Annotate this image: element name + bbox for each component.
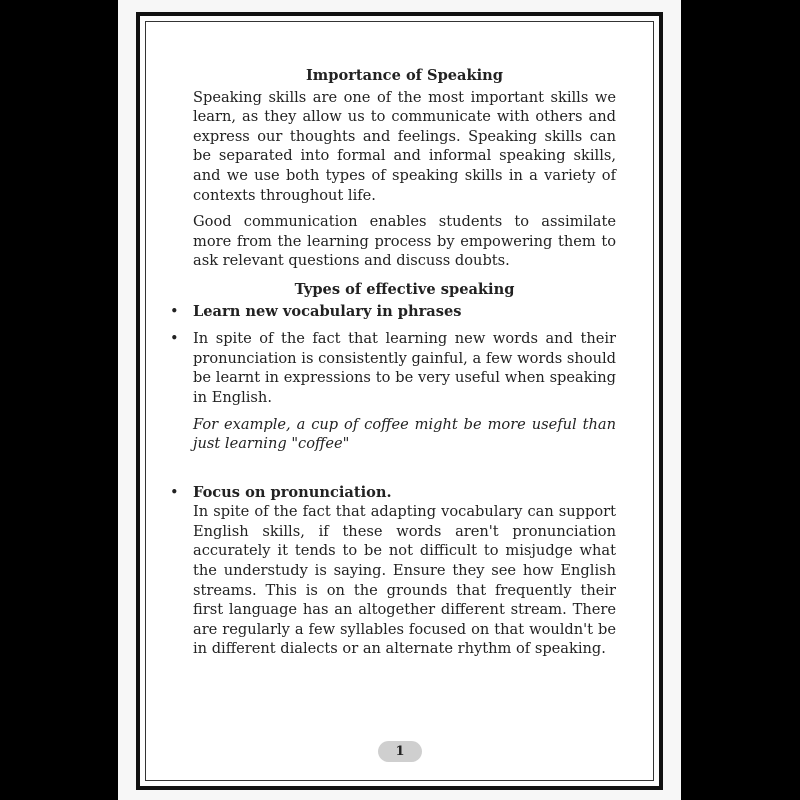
bullet-icon: • xyxy=(170,330,179,348)
bullet-title-vocabulary: Learn new vocabulary in phrases xyxy=(193,302,462,320)
heading-types-of-effective-speaking: Types of effective speaking xyxy=(294,280,515,298)
bullet-text-pronunciation: In spite of the fact that adapting vocabulary can support English skills, if these words aren't pronunciation accurately it tends to be not difficult to misjudge what the understudy is saying. Ensure they see how English streams. This is on the grounds that frequently their first language has an altogether different stream. There are regularly a few syllables focused on that wouldn't be in different dialects or an alternate rhythm of speaking. xyxy=(193,503,616,658)
bullet-icon: • xyxy=(170,483,179,501)
bullet-icon: • xyxy=(170,302,179,320)
example-text: For example, a cup of coffee might be more useful than just learning "coffee" xyxy=(193,415,616,453)
page-number-badge: 1 xyxy=(378,741,422,762)
document-content xyxy=(170,66,616,659)
bullet-item-vocabulary xyxy=(170,302,616,322)
paragraph-speaking-skills: Speaking skills are one of the most important skills we learn, as they allow us to communicate with others and express our thoughts and feelings. Speaking skills can be separated into formal and informal speaking skills, and we use both types of speaking skills in a variety of contexts throughout life. xyxy=(193,88,616,204)
bullet-title-pronunciation: Focus on pronunciation. xyxy=(193,483,392,501)
bullet-item-pronunciation xyxy=(170,483,616,659)
heading-importance-of-speaking: Importance of Speaking xyxy=(305,67,503,84)
paragraph-good-communication: Good communication enables students to assimilate more from the learning process by empowering them to ask relevant questions and discuss doubts. xyxy=(193,213,616,270)
bullet-text-phrases: In spite of the fact that learning new words and their pronunciation is consistently gainful, a few words should be learnt in expressions to be very useful when speaking in English. xyxy=(193,330,616,406)
bullet-item-phrases xyxy=(170,329,616,407)
